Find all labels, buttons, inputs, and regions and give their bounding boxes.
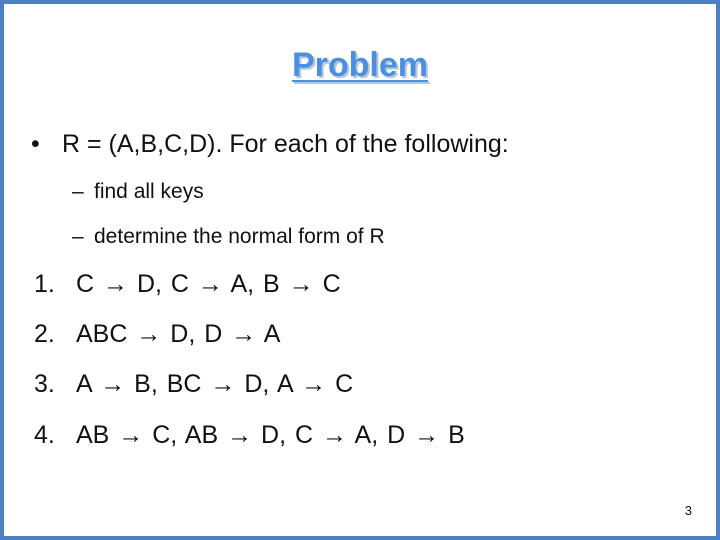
page-number: 3 [684, 503, 692, 518]
item-number: 2. [34, 320, 55, 348]
item-text: AB → C, AB → D, C → A, D → B [76, 421, 465, 449]
item-text: C → D, C → A, B → C [76, 270, 341, 298]
item-text: A → B, BC → D, A → C [76, 370, 354, 398]
slide-title: Problem [291, 46, 429, 84]
sub-bullet-marker: – [72, 180, 84, 203]
sub-bullet-marker: – [72, 225, 84, 248]
bullet-text: R = (A,B,C,D). For each of the following: [62, 130, 509, 158]
item-number: 4. [34, 421, 55, 449]
bullet-marker: • [31, 130, 40, 158]
sub-bullet-text: find all keys [94, 180, 204, 203]
item-text: ABC → D, D → A [76, 320, 281, 348]
item-number: 1. [34, 270, 55, 298]
sub-bullet-text: determine the normal form of R [94, 225, 385, 248]
item-number: 3. [34, 370, 55, 398]
